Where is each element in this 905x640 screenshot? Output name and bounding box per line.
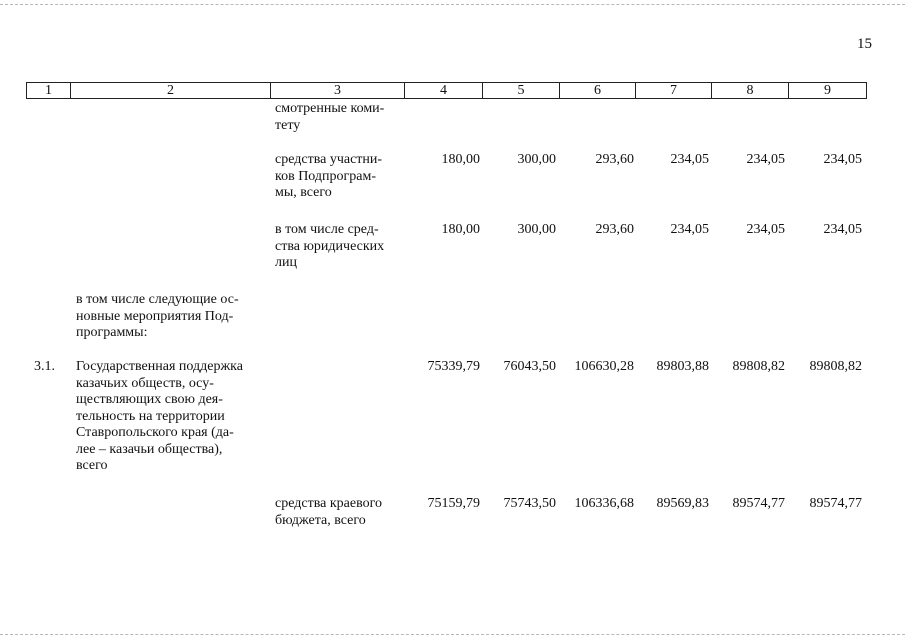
header-cell-2: 2 [71,83,271,98]
row-2-value-8: 234,05 [746,222,785,237]
text-line: в том числе сред- [275,222,379,237]
row-1-value-9: 234,05 [823,152,862,167]
row-5-value-5: 75743,50 [503,496,556,511]
row-1-description [275,152,402,202]
row-5-value-8: 89574,77 [732,496,785,511]
text-line: ков Подпрограм- [275,168,377,184]
header-cell-1: 1 [27,83,71,98]
header-cell-5: 5 [483,83,560,98]
row-4-value-6: 106630,28 [574,359,634,374]
row-5-value-9: 89574,77 [809,496,862,511]
header-cell-8: 8 [712,83,789,98]
text-line: казачьих обществ, осу- [76,375,214,391]
text-line: бюджета, всего [275,512,366,528]
row-5-description [275,496,402,529]
row-4-value-7: 89803,88 [656,359,709,374]
text-line: всего [76,458,108,473]
row-1-value-8: 234,05 [746,152,785,167]
row-2-description [275,222,402,272]
row-4-number: 3.1. [34,359,55,374]
text-line: средства участни- [275,152,383,167]
text-line: Государственная поддержка [76,359,243,374]
row-4-description [76,359,277,475]
text-line: лее – казачьи общества), [76,441,223,457]
text-line: лиц [275,255,297,270]
row-3-description [76,292,277,342]
text-line: смотренные коми- [275,101,385,116]
text-line: новные мероприятия Под- [76,308,234,324]
header-cell-6: 6 [560,83,636,98]
row-1-value-4: 180,00 [441,152,480,167]
row-2-value-5: 300,00 [517,222,556,237]
header-cell-4: 4 [405,83,483,98]
row-1-value-7: 234,05 [670,152,709,167]
row-1-value-5: 300,00 [517,152,556,167]
text-line: тету [275,117,301,133]
text-line: мы, всего [275,185,332,200]
row-4-value-5: 76043,50 [503,359,556,374]
text-line: тельность на территории [76,408,225,424]
header-cell-3: 3 [271,83,405,98]
text-line: программы: [76,325,148,340]
row-2-value-6: 293,60 [595,222,634,237]
row-4-value-9: 89808,82 [809,359,862,374]
row-2-value-7: 234,05 [670,222,709,237]
row-4-value-4: 75339,79 [427,359,480,374]
row-4-value-8: 89808,82 [732,359,785,374]
text-line: в том числе следующие ос- [76,292,239,307]
table-header-row [26,82,867,99]
header-cell-7: 7 [636,83,712,98]
scan-edge-top [0,4,905,5]
row-5-value-6: 106336,68 [574,496,634,511]
text-line: Ставропольского края (да- [76,425,234,440]
header-cell-9: 9 [824,83,831,98]
text-line: ществляющих свою дея- [76,392,223,407]
row-0-description [275,101,402,134]
row-5-value-4: 75159,79 [427,496,480,511]
page-number: 15 [857,36,872,52]
row-2-value-4: 180,00 [441,222,480,237]
row-1-value-6: 293,60 [595,152,634,167]
text-line: средства краевого [275,496,382,511]
scan-edge-bottom [0,634,905,635]
row-2-value-9: 234,05 [823,222,862,237]
row-5-value-7: 89569,83 [656,496,709,511]
text-line: ства юридических [275,238,385,254]
